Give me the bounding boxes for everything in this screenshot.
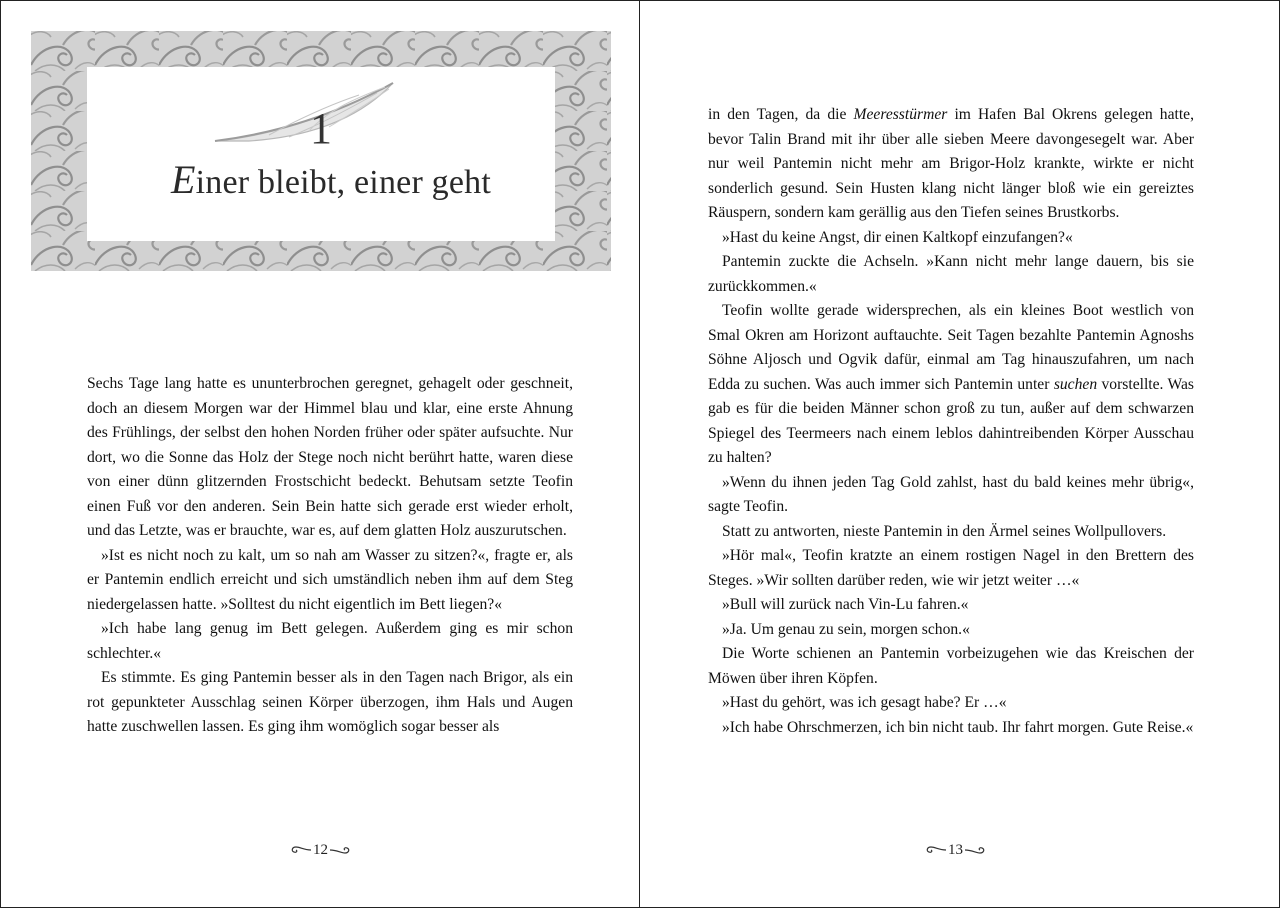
emphasis-text: Meeresstürmer	[853, 106, 948, 123]
chapter-title-initial: E	[170, 157, 196, 202]
paragraph	[708, 471, 1194, 520]
paragraph-text: »Hast du keine Angst, dir einen Kaltkopf einzufangen?«	[722, 228, 1073, 246]
paragraph-text: »Ich habe Ohrschmerzen, ich bin nicht taub. Ihr fahrt morgen. Gute Reise.«	[722, 718, 1194, 736]
paragraph-text: Teofin wollte gerade widersprechen, als ein kleines Boot westlich von Smal Okren am Horizont auftauchte. Seit Tagen bezahlte Pantemin Agnoshs Söhne Aljosch und Ogvik dafür, einmal am Tag hinauszufahren, um nach Edda zu suchen. Was auch immer sich Pantemin unter	[708, 302, 1194, 393]
swirl-icon	[925, 845, 947, 855]
paragraph	[708, 642, 1194, 691]
paragraph	[708, 544, 1194, 593]
paragraph	[708, 618, 1194, 643]
paragraph-text: »Hör mal«, Teofin kratzte an einem rostigen Nagel in den Brettern des Steges. »Wir sollten darüber reden, wie wir jetzt weiter …«	[708, 547, 1194, 589]
paragraph-text: Statt zu antworten, nieste Pantemin in den Ärmel seines Wollpullovers.	[722, 522, 1167, 540]
paragraph-text: Es stimmte. Es ging Pantemin besser als in den Tagen nach Brigor, als ein rot gepunkteter Ausschlag seinen Körper überzogen, ihm Hals und Augen hatte zuschwellen lassen. Es ging ihm womöglich sogar besser als	[87, 669, 573, 735]
paragraph-text: »Ist es nicht noch zu kalt, um so nah am Wasser zu sitzen?«, fragte er, als er Pantemin endlich erreicht und sich umständlich neben ihm auf dem Steg niedergelassen hatte. »Solltest du nicht eigentlich im Bett liegen?«	[87, 546, 573, 613]
chapter-number: 1	[310, 104, 332, 153]
paragraph-text: »Ja. Um genau zu sein, morgen schon.«	[722, 620, 970, 638]
paragraph	[87, 617, 573, 666]
paragraph	[87, 666, 573, 740]
paragraph-text: »Ich habe lang genug im Bett gelegen. Außerdem ging es mir schon schlechter.«	[87, 620, 573, 662]
paragraph	[708, 691, 1194, 716]
paragraph-text: in den Tagen, da die	[708, 106, 854, 123]
paragraph-text: »Hast du gehört, was ich gesagt habe? Er …«	[722, 694, 1007, 711]
paragraph-text: vorstellte. Was gab es für die beiden Männer schon groß zu tun, außer auf dem schwarzen Spiegel des Teermeers nach einem leblos dahintreibenden Körper Ausschau zu halten?	[708, 375, 1194, 466]
paragraph-text: Pantemin zuckte die Achseln. »Kann nicht mehr lange dauern, bis sie zurückkommen.«	[708, 253, 1194, 295]
paragraph-text: »Wenn du ihnen jeden Tag Gold zahlst, hast du bald keines mehr übrig«, sagte Teofin.	[708, 473, 1194, 515]
paragraph	[708, 716, 1194, 741]
right-page-text	[708, 103, 1194, 740]
paragraph	[87, 544, 573, 618]
page-number-right: 13	[948, 841, 963, 858]
left-page-text	[87, 372, 573, 740]
paragraph-text: »Bull will zurück nach Vin-Lu fahren.«	[722, 596, 969, 613]
swirl-icon	[290, 845, 312, 855]
swirl-icon	[329, 845, 351, 855]
paragraph-text: Sechs Tage lang hatte es ununterbrochen geregnet, gehagelt oder geschneit, doch an diesem Morgen war der Himmel blau und klar, eine erste Ahnung des Frühlings, der selbst den hohen Norden früher oder später aufsuchte. Nur dort, wo die Sonne das Holz der Stege noch nicht berührt hatte, waren diese von einer dünn glitzernden Frostschicht bedeckt. Behutsam setzte Teofin einen Fuß vor den anderen. Sein Bein hatte sich gerade erst wieder erholt, und das Letzte, was er brauchte, war es, auf dem glatten Holz auszurutschen.	[87, 375, 573, 539]
paragraph	[708, 520, 1194, 545]
chapter-title	[1, 159, 640, 204]
paragraph	[708, 226, 1194, 251]
paragraph	[708, 250, 1194, 299]
paragraph	[708, 299, 1194, 471]
page-number-left: 12	[313, 841, 328, 858]
right-page	[640, 1, 1279, 907]
paragraph-text: im Hafen Bal Okrens gelegen hatte, bevor Talin Brand mit ihr über alle sieben Meere davongesegelt war. Aber nur weil Pantemin nicht mehr am Brigor-Holz krankte, wirkte er nicht sonderlich gesund. Sein Husten klang nicht länger bloß wie ein gereiztes Räuspern, sondern kam gerällig aus den Tiefen seines Brustkorbs.	[708, 106, 1194, 221]
paragraph	[708, 593, 1194, 618]
paragraph-text: Die Worte schienen an Pantemin vorbeizugehen wie das Kreischen der Möwen über ihren Köpfen.	[708, 645, 1194, 687]
paragraph	[87, 372, 573, 544]
right-page-folio	[640, 839, 1275, 860]
left-page-folio	[1, 839, 640, 860]
emphasis-text: suchen	[1053, 375, 1098, 393]
chapter-title-rest: iner bleibt, einer geht	[195, 164, 492, 201]
swirl-icon	[964, 845, 986, 855]
paragraph	[708, 103, 1194, 226]
left-page	[1, 1, 640, 907]
